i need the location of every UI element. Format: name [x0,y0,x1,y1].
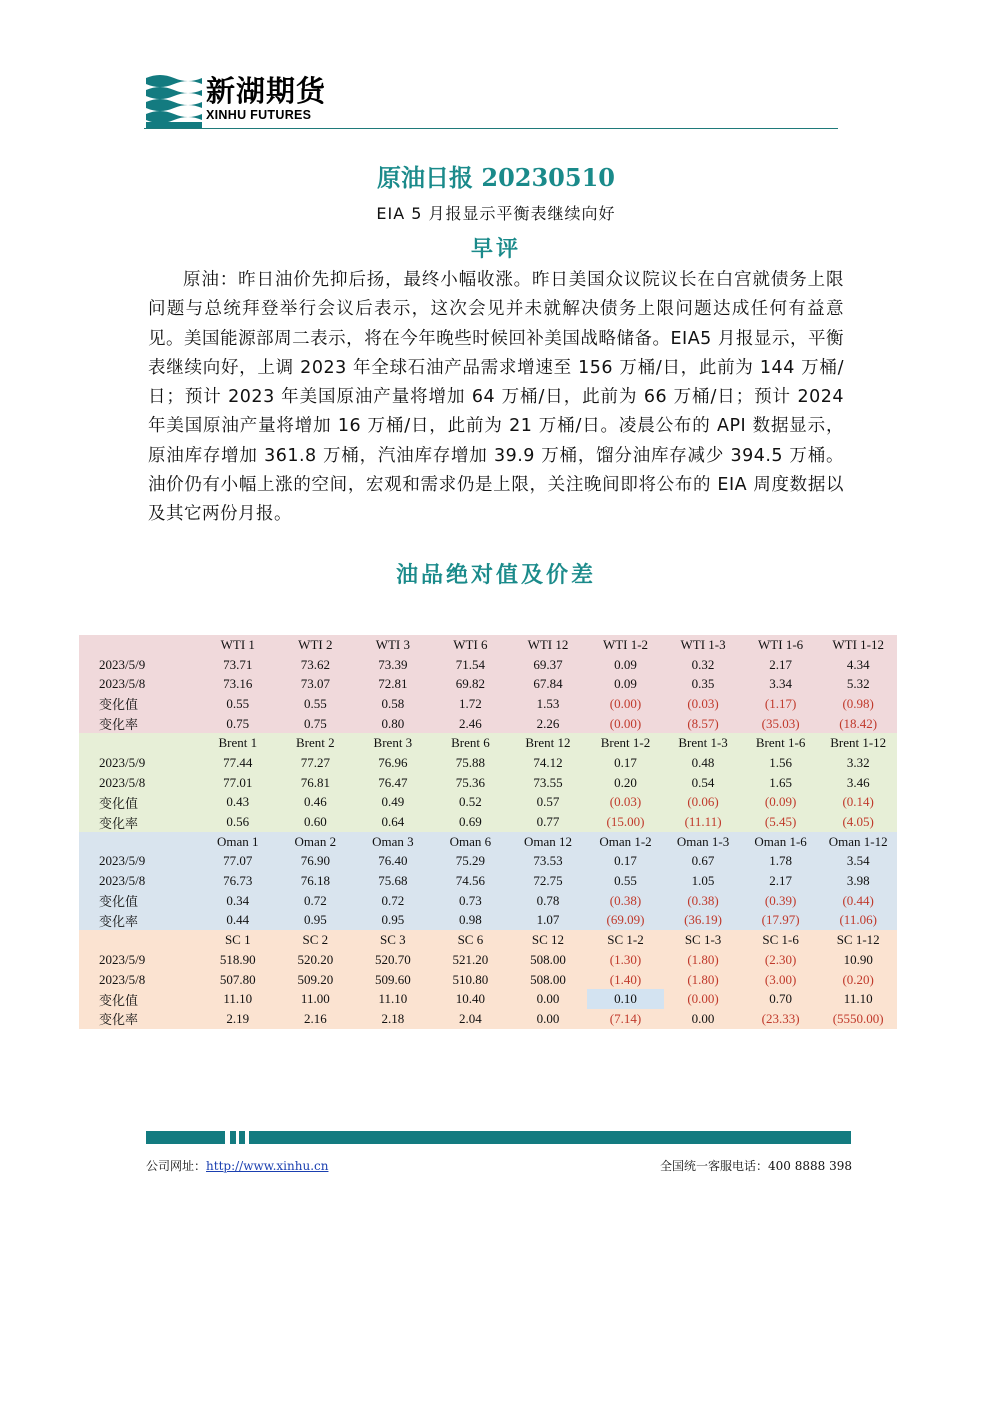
table-cell: (0.00) [587,714,665,734]
table-cell: 1.65 [742,773,820,793]
table-cell: 0.55 [199,694,277,714]
logo-english-name: XINHU FUTURES [206,108,312,122]
column-header: Oman 1-2 [587,832,665,852]
table-cell: (7.14) [587,1009,665,1029]
table-cell: 0.46 [277,793,355,813]
row-label: 变化值 [79,989,199,1009]
table-row [79,891,897,911]
table-row [79,812,897,832]
table-cell: 0.00 [664,1009,742,1029]
row-label: 2023/5/9 [79,655,199,675]
table-cell: (11.06) [819,911,897,931]
table-cell: 11.00 [277,989,355,1009]
footer-bar-mid-1 [230,1131,236,1144]
table-cell: 1.72 [432,694,510,714]
table-cell: (0.20) [819,970,897,990]
table-cell: 0.43 [199,793,277,813]
table-cell: 0.95 [277,911,355,931]
table-cell: 1.53 [509,694,587,714]
table-cell: 509.20 [277,970,355,990]
column-header: Brent 12 [509,733,587,753]
column-header: SC 1-3 [664,930,742,950]
column-header: Brent 1-3 [664,733,742,753]
table-cell: 0.98 [432,911,510,931]
column-header: SC 3 [354,930,432,950]
table-cell: 3.34 [742,674,820,694]
table-row [79,970,897,990]
oman-header-row [79,832,897,852]
footer-site-link[interactable]: http://www.xinhu.cn [206,1159,329,1173]
table-cell: 4.34 [819,655,897,675]
table-cell: 0.58 [354,694,432,714]
table-cell: 0.60 [277,812,355,832]
table-cell: 0.44 [199,911,277,931]
table-cell: 11.10 [819,989,897,1009]
table-cell: 73.07 [277,674,355,694]
column-header: WTI 1-3 [664,635,742,655]
table-cell: 10.40 [432,989,510,1009]
table-cell: (0.98) [819,694,897,714]
column-header: SC 1-6 [742,930,820,950]
table-cell: 0.20 [587,773,665,793]
table-cell: 73.55 [509,773,587,793]
column-header: Oman 1 [199,832,277,852]
table-cell: 0.48 [664,753,742,773]
table-cell: 1.05 [664,871,742,891]
table-cell: (0.14) [819,793,897,813]
table-cell: 0.56 [199,812,277,832]
row-label: 2023/5/8 [79,674,199,694]
row-label: 变化率 [79,714,199,734]
table-cell: 0.00 [509,1009,587,1029]
footer-site-label: 公司网址： [146,1159,207,1173]
report-subtitle: EIA 5 月报显示平衡表继续向好 [376,204,616,223]
footer-bar-right [249,1131,851,1144]
row-label: 变化率 [79,1009,199,1029]
table-cell: (15.00) [587,812,665,832]
table-cell: 0.75 [277,714,355,734]
table-cell: (0.39) [742,891,820,911]
column-header: WTI 1-2 [587,635,665,655]
table-cell: 73.16 [199,674,277,694]
table-cell: 74.12 [509,753,587,773]
table-cell: 518.90 [199,950,277,970]
table-cell: 76.40 [354,852,432,872]
table-cell: 508.00 [509,950,587,970]
table-cell: (2.30) [742,950,820,970]
table-cell: 75.88 [432,753,510,773]
row-label: 变化率 [79,812,199,832]
table-row [79,989,897,1009]
table-cell: 0.49 [354,793,432,813]
table-cell: (3.00) [742,970,820,990]
table-cell: (1.17) [742,694,820,714]
column-header: Brent 1-6 [742,733,820,753]
column-header: WTI 1-6 [742,635,820,655]
table-cell: 0.73 [432,891,510,911]
morning-commentary: 原油：昨日油价先抑后扬，最终小幅收涨。昨日美国众议院议长在白宫就债务上限问题与总统拜登举行会议后表示，这次会见并未就解决债务上限问题达成任何有益意见。美国能源部周二表示，将在今年晚些时候回补美国战略储备。EIA5 月报显示，平衡表继续向好，上调 2023 年全球石油产品需求增速至 156 万桶/日，此前为 144 万桶/日；预计 2023 年美国原油产量将增加 64 万桶/日，此前为 66 万桶/日；预计 2024 年美国原油产量将增加 16 万桶/日，此前为 21 万桶/日。凌晨公布的 API 数据显示，原油库存增加 361.8 万桶，汽油库存增加 39.9 万桶，馏分油库存减少 394.5 万桶。油价仍有小幅上涨的空间，宏观和需求仍是上限，关注晚间即将公布的 EIA 周度数据以及其它两份月报。 [148,270,844,525]
table-cell: 0.10 [587,989,665,1009]
table-cell: (0.00) [664,989,742,1009]
column-header: WTI 3 [354,635,432,655]
table-cell: (4.05) [819,812,897,832]
price-spread-table [79,635,897,1029]
column-header: Oman 3 [354,832,432,852]
column-header: Brent 1 [199,733,277,753]
row-label: 2023/5/9 [79,950,199,970]
table-cell: 1.78 [742,852,820,872]
table-cell: (0.09) [742,793,820,813]
table-cell: (0.44) [819,891,897,911]
row-label: 变化率 [79,911,199,931]
column-header: Oman 1-6 [742,832,820,852]
table-cell: 77.44 [199,753,277,773]
table-cell: 510.80 [432,970,510,990]
table-row [79,674,897,694]
table-cell: 67.84 [509,674,587,694]
table-cell: 77.01 [199,773,277,793]
table-cell: 0.80 [354,714,432,734]
table-cell: 2.26 [509,714,587,734]
table-cell: 2.18 [354,1009,432,1029]
row-label: 2023/5/9 [79,852,199,872]
table-cell: (0.00) [587,694,665,714]
table-cell: 72.75 [509,871,587,891]
table-cell: 0.95 [354,911,432,931]
column-header: WTI 6 [432,635,510,655]
table-cell: (1.30) [587,950,665,970]
row-label: 2023/5/9 [79,753,199,773]
table-cell: (0.03) [587,793,665,813]
row-label: 变化值 [79,793,199,813]
table-cell: 3.46 [819,773,897,793]
table-cell: (17.97) [742,911,820,931]
table-cell: 76.96 [354,753,432,773]
row-label: 2023/5/8 [79,773,199,793]
table-row [79,793,897,813]
table-cell: 0.54 [664,773,742,793]
table-cell: 2.17 [742,871,820,891]
column-header: WTI 1-12 [819,635,897,655]
column-header: WTI 1 [199,635,277,655]
table-cell: 2.04 [432,1009,510,1029]
table-cell: 0.09 [587,674,665,694]
table-cell: 0.75 [199,714,277,734]
table-cell: 11.10 [354,989,432,1009]
section-heading-morning: 早评 [470,237,521,262]
footer-hotline: 全国统一客服电话：400 8888 398 [660,1159,852,1173]
column-header: Oman 1-12 [819,832,897,852]
table-cell: 3.98 [819,871,897,891]
table-cell: (0.03) [664,694,742,714]
table-cell: 1.07 [509,911,587,931]
table-cell: 5.32 [819,674,897,694]
table-cell: 75.68 [354,871,432,891]
table-cell: 2.16 [277,1009,355,1029]
table-cell: 2.19 [199,1009,277,1029]
section-heading-table: 油品绝对值及价差 [395,563,596,588]
table-cell: 2.46 [432,714,510,734]
table-row [79,911,897,931]
table-cell: 0.70 [742,989,820,1009]
table-cell: 75.29 [432,852,510,872]
table-cell: 0.57 [509,793,587,813]
table-cell: 73.53 [509,852,587,872]
column-header: Oman 12 [509,832,587,852]
column-header: Oman 2 [277,832,355,852]
table-cell: 0.64 [354,812,432,832]
row-label: 变化值 [79,694,199,714]
table-cell: 74.56 [432,871,510,891]
table-cell: 521.20 [432,950,510,970]
wti-header-row [79,635,897,655]
sc-header-row [79,930,897,950]
table-cell: (35.03) [742,714,820,734]
table-cell: 0.52 [432,793,510,813]
table-row [79,714,897,734]
table-row [79,694,897,714]
column-header: SC 6 [432,930,510,950]
table-cell: 2.17 [742,655,820,675]
table-cell: (23.33) [742,1009,820,1029]
table-cell: 76.18 [277,871,355,891]
row-label: 2023/5/8 [79,871,199,891]
table-cell: 73.62 [277,655,355,675]
table-row [79,1009,897,1029]
table-cell: (0.38) [664,891,742,911]
column-header: Oman 1-3 [664,832,742,852]
table-cell: (1.80) [664,950,742,970]
table-cell: 507.80 [199,970,277,990]
table-cell: (36.19) [664,911,742,931]
table-cell: 0.72 [277,891,355,911]
table-cell: 0.72 [354,891,432,911]
table-corner-cell [79,733,199,753]
table-cell: 0.67 [664,852,742,872]
table-cell: 0.17 [587,753,665,773]
row-label: 变化值 [79,891,199,911]
footer-bar-mid-2 [239,1131,245,1144]
table-row [79,852,897,872]
table-cell: 508.00 [509,970,587,990]
table-corner-cell [79,635,199,655]
column-header: SC 12 [509,930,587,950]
table-cell: (18.42) [819,714,897,734]
table-cell: 1.56 [742,753,820,773]
report-title: 原油日报 20230510 [377,163,615,192]
logo-chinese-name: 新湖期货 [206,74,327,108]
footer-bar-left [146,1131,225,1144]
column-header: Brent 6 [432,733,510,753]
table-cell: 0.00 [509,989,587,1009]
table-cell: 0.69 [432,812,510,832]
table-cell: (5550.00) [819,1009,897,1029]
table-cell: (8.57) [664,714,742,734]
table-cell: 73.71 [199,655,277,675]
table-cell: (11.11) [664,812,742,832]
table-cell: 520.70 [354,950,432,970]
table-corner-cell [79,832,199,852]
table-cell: 3.54 [819,852,897,872]
row-label: 2023/5/8 [79,970,199,990]
table-row [79,655,897,675]
table-cell: 77.07 [199,852,277,872]
table-cell: 76.47 [354,773,432,793]
table-row [79,950,897,970]
column-header: SC 2 [277,930,355,950]
table-cell: 0.17 [587,852,665,872]
table-row [79,753,897,773]
header-divider [144,128,838,129]
table-cell: 76.73 [199,871,277,891]
column-header: WTI 12 [509,635,587,655]
table-cell: 3.32 [819,753,897,773]
column-header: SC 1-12 [819,930,897,950]
table-cell: 0.78 [509,891,587,911]
wave-logo-icon [146,72,202,128]
column-header: WTI 2 [277,635,355,655]
table-cell: 75.36 [432,773,510,793]
table-cell: 0.34 [199,891,277,911]
table-cell: 520.20 [277,950,355,970]
table-cell: 0.09 [587,655,665,675]
column-header: Oman 6 [432,832,510,852]
table-corner-cell [79,930,199,950]
company-logo [146,72,202,128]
table-cell: (1.80) [664,970,742,990]
table-cell: (0.38) [587,891,665,911]
column-header: Brent 3 [354,733,432,753]
column-header: Brent 1-12 [819,733,897,753]
brent-header-row [79,733,897,753]
table-cell: 0.55 [587,871,665,891]
table-cell: 73.39 [354,655,432,675]
table-cell: (5.45) [742,812,820,832]
column-header: SC 1 [199,930,277,950]
table-cell: (1.40) [587,970,665,990]
column-header: Brent 2 [277,733,355,753]
table-cell: 0.77 [509,812,587,832]
table-row [79,871,897,891]
column-header: Brent 1-2 [587,733,665,753]
table-cell: 76.90 [277,852,355,872]
table-cell: 0.32 [664,655,742,675]
table-cell: 0.35 [664,674,742,694]
table-cell: 76.81 [277,773,355,793]
table-cell: 71.54 [432,655,510,675]
table-row [79,773,897,793]
table-cell: 77.27 [277,753,355,773]
table-cell: 11.10 [199,989,277,1009]
table-cell: 10.90 [819,950,897,970]
table-cell: 69.82 [432,674,510,694]
table-cell: 509.60 [354,970,432,990]
table-cell: (69.09) [587,911,665,931]
table-cell: 69.37 [509,655,587,675]
footer-website [146,1157,328,1174]
column-header: SC 1-2 [587,930,665,950]
table-cell: 72.81 [354,674,432,694]
table-cell: 0.55 [277,694,355,714]
table-cell: (0.06) [664,793,742,813]
